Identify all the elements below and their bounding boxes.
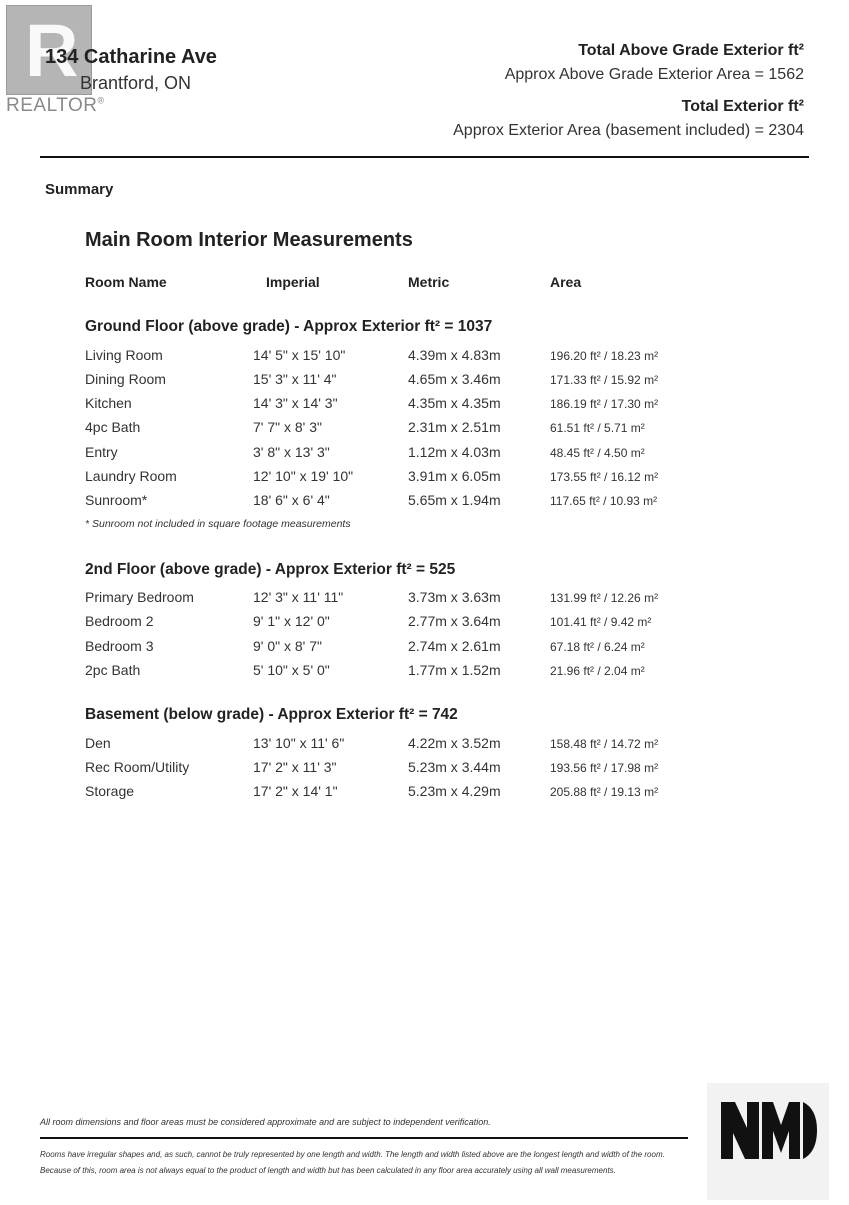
room-name: Bedroom 2 [85, 613, 154, 629]
room-metric: 4.22m x 3.52m [408, 735, 501, 751]
total-exterior-value: Approx Exterior Area (basement included) = 2304 [453, 122, 804, 139]
room-metric: 4.39m x 4.83m [408, 347, 501, 363]
room-area: 67.18 ft² / 6.24 m² [550, 640, 645, 654]
room-name: 4pc Bath [85, 419, 141, 435]
section-title-basement: Basement (below grade) - Approx Exterior ft² = 742 [85, 706, 458, 723]
table-row [0, 371, 849, 391]
table-row [0, 638, 849, 658]
total-above-grade-value: Approx Above Grade Exterior Area = 1562 [504, 66, 804, 83]
room-area: 193.56 ft² / 17.98 m² [550, 761, 659, 775]
room-metric: 4.35m x 4.35m [408, 395, 501, 411]
table-row [0, 395, 849, 415]
room-metric: 2.31m x 2.51m [408, 419, 501, 435]
property-address: 134 Catharine Ave [45, 46, 217, 68]
room-area: 173.55 ft² / 16.12 m² [550, 470, 659, 484]
room-name: 2pc Bath [85, 662, 141, 678]
table-row [0, 759, 849, 779]
room-name: Entry [85, 444, 118, 460]
room-metric: 2.74m x 2.61m [408, 638, 501, 654]
room-imperial: 17' 2" x 11' 3" [253, 759, 337, 775]
realtor-logo-text: REALTOR [6, 95, 98, 116]
room-metric: 4.65m x 3.46m [408, 371, 501, 387]
footer-note-irregular-shapes: Rooms have irregular shapes and, as such, cannot be truly represented by one length and width. The length and width listed above are the longest length and width of the room. [40, 1150, 665, 1159]
room-area: 48.45 ft² / 4.50 m² [550, 446, 645, 460]
room-metric: 1.12m x 4.03m [408, 444, 501, 460]
room-metric: 5.65m x 1.94m [408, 492, 501, 508]
section-title-second-floor: 2nd Floor (above grade) - Approx Exterior ft² = 525 [85, 561, 456, 578]
room-imperial: 3' 8" x 13' 3" [253, 444, 330, 460]
room-metric: 5.23m x 4.29m [408, 783, 501, 799]
room-name: Laundry Room [85, 468, 177, 484]
realtor-logo-registered-mark: ® [97, 95, 105, 106]
room-name: Den [85, 735, 111, 751]
room-area: 171.33 ft² / 15.92 m² [550, 373, 659, 387]
table-row [0, 783, 849, 803]
room-imperial: 17' 2" x 14' 1" [253, 783, 338, 799]
room-imperial: 14' 3" x 14' 3" [253, 395, 338, 411]
column-header-area: Area [550, 274, 582, 290]
total-above-grade-title: Total Above Grade Exterior ft² [578, 42, 804, 59]
room-imperial: 13' 10" x 11' 6" [253, 735, 345, 751]
table-row [0, 419, 849, 439]
room-metric: 3.73m x 3.63m [408, 589, 501, 605]
table-row [0, 735, 849, 755]
total-exterior-title: Total Exterior ft² [681, 98, 804, 115]
room-imperial: 5' 10" x 5' 0" [253, 662, 330, 678]
room-metric: 2.77m x 3.64m [408, 613, 501, 629]
room-name: Bedroom 3 [85, 638, 154, 654]
column-header-metric: Metric [408, 274, 450, 290]
room-metric: 3.91m x 6.05m [408, 468, 501, 484]
room-imperial: 15' 3" x 11' 4" [253, 371, 337, 387]
room-name: Sunroom* [85, 492, 148, 508]
room-name: Primary Bedroom [85, 589, 194, 605]
column-header-room-name: Room Name [85, 274, 167, 290]
room-name: Kitchen [85, 395, 132, 411]
room-name: Living Room [85, 347, 163, 363]
footer-disclaimer: All room dimensions and floor areas must be considered approximate and are subject to independent verification. [40, 1117, 491, 1127]
room-area: 131.99 ft² / 12.26 m² [550, 591, 659, 605]
property-city: Brantford, ON [80, 73, 192, 93]
room-metric: 5.23m x 3.44m [408, 759, 501, 775]
nm-brand-logo-svg [707, 1083, 829, 1200]
table-row [0, 347, 849, 367]
footer-divider [40, 1137, 688, 1139]
room-area: 205.88 ft² / 19.13 m² [550, 785, 659, 799]
room-name: Storage [85, 783, 135, 799]
column-header-imperial: Imperial [266, 274, 320, 290]
summary-label: Summary [45, 181, 114, 198]
room-imperial: 14' 5" x 15' 10" [253, 347, 346, 363]
room-name: Rec Room/Utility [85, 759, 190, 775]
table-row [0, 492, 849, 512]
sunroom-footnote: * Sunroom not included in square footage measurements [85, 518, 351, 530]
footer-note-area-calculation: Because of this, room area is not always equal to the product of length and width but has been calculated in any floor area accurately using all wall measurements. [40, 1166, 616, 1175]
table-row [0, 444, 849, 464]
room-imperial: 9' 0" x 8' 7" [253, 638, 322, 654]
room-name: Dining Room [85, 371, 166, 387]
room-metric: 1.77m x 1.52m [408, 662, 501, 678]
table-row [0, 613, 849, 633]
room-area: 117.65 ft² / 10.93 m² [550, 494, 658, 508]
room-imperial: 9' 1" x 12' 0" [253, 613, 330, 629]
room-imperial: 12' 10" x 19' 10" [253, 468, 354, 484]
table-row [0, 662, 849, 682]
table-row [0, 589, 849, 609]
header-divider [40, 156, 809, 158]
room-area: 158.48 ft² / 14.72 m² [550, 737, 659, 751]
realtor-logo-letter: R [25, 9, 79, 92]
room-imperial: 18' 6" x 6' 4" [253, 492, 330, 508]
nm-brand-logo-icon [707, 1083, 829, 1200]
room-area: 61.51 ft² / 5.71 m² [550, 421, 645, 435]
room-area: 186.19 ft² / 17.30 m² [550, 397, 659, 411]
main-room-measurements-title: Main Room Interior Measurements [85, 229, 413, 251]
realtor-logo-word [6, 95, 105, 117]
table-row [0, 468, 849, 488]
room-area: 21.96 ft² / 2.04 m² [550, 664, 645, 678]
section-title-ground-floor: Ground Floor (above grade) - Approx Exterior ft² = 1037 [85, 318, 493, 335]
room-imperial: 12' 3" x 11' 11" [253, 589, 344, 605]
room-area: 196.20 ft² / 18.23 m² [550, 349, 659, 363]
room-area: 101.41 ft² / 9.42 m² [550, 615, 652, 629]
room-imperial: 7' 7" x 8' 3" [253, 419, 322, 435]
